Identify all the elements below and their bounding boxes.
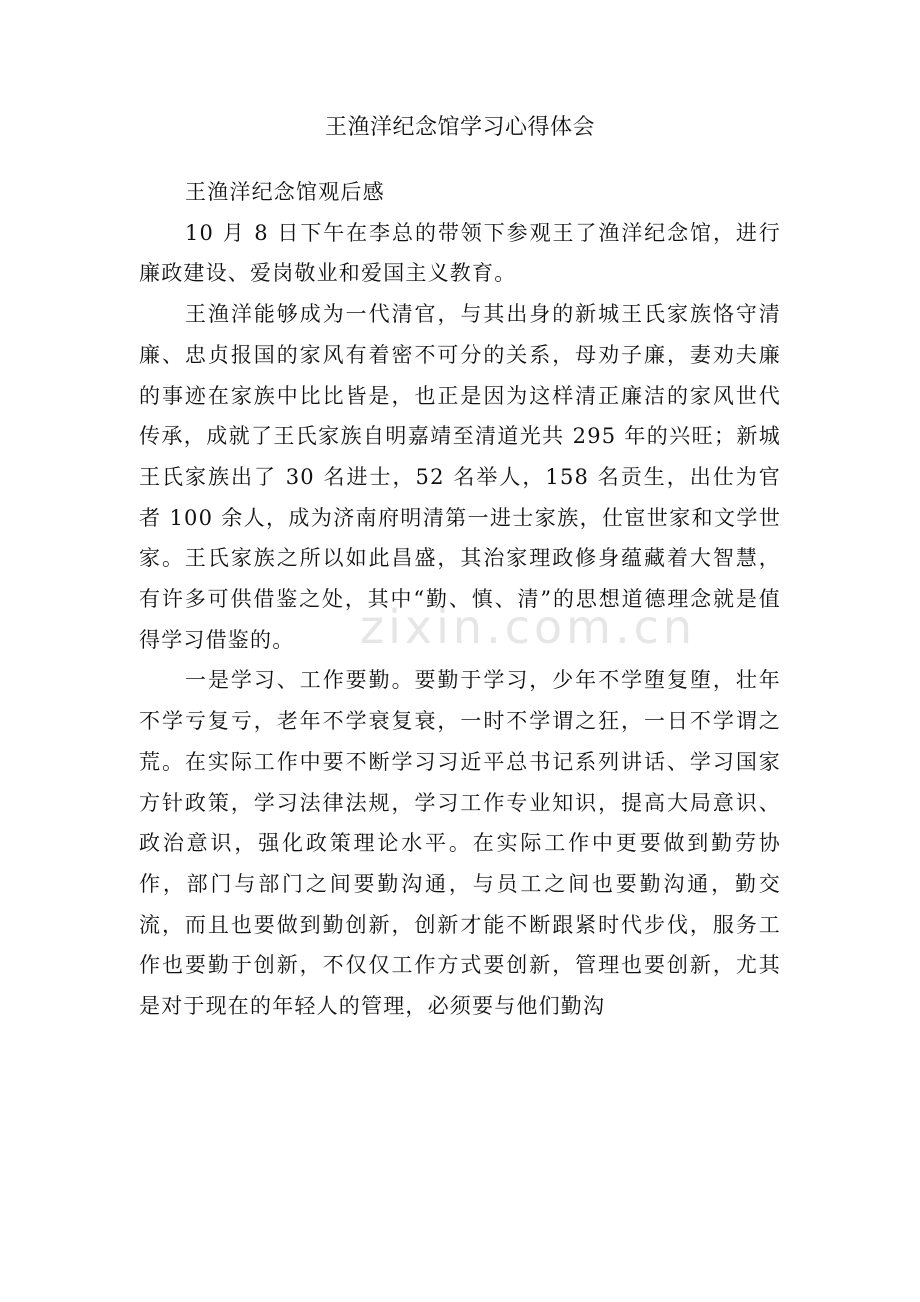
paragraph-family-history: 王渔洋能够成为一代清官，与其出身的新城王氏家族恪守清廉、忠贞报国的家风有着密不可分的关系，母劝子廉，妻劝夫廉的事迹在家族中比比皆是，也正是因为这样清正廉洁的家风世代传承，成就了王氏家族自明嘉靖至清道光共 295 年的兴旺；新城王氏家族出了 30 名进士，52 名举人，158 名贡生，出仕为官者 100 余人，成为济南府明清第一进士家族，仕宦世家和文学世家。王氏家族之所以如此昌盛，其治家理政修身蕴藏着大智慧，有许多可供借鉴之处，其中“勤、慎、清”的思想道德理念就是值得学习借鉴的。 [139, 302, 781, 652]
watermark: zixin.com.cn [360, 600, 697, 654]
paragraph-subtitle: 王渔洋纪念馆观后感 [185, 180, 385, 204]
paragraph-diligence: 一是学习、工作要勤。要勤于学习，少年不学堕复堕，壮年不学亏复亏，老年不学衰复衰，一时不学谓之狂，一日不学谓之荒。在实际工作中要不断学习习近平总书记系列讲话、学习国家方针政策，学习法律法规，学习工作专业知识，提高大局意识、政治意识，强化政策理论水平。在实际工作中更要做到勤劳协作，部门与部门之间要勤沟通，与员工之间也要勤沟通，勤交流，而且也要做到勤创新，创新才能不断跟紧时代步伐，服务工作也要勤于创新，不仅仅工作方式要创新，管理也要创新，尤其是对于现在的年轻人的管理，必须要与他们勤沟 [139, 668, 781, 1019]
document-title: 王渔洋纪念馆学习心得体会 [324, 115, 595, 140]
paragraph-visit: 10 月 8 日下午在李总的带领下参观王了渔洋纪念馆，进行廉政建设、爱岗敬业和爱国主义教育。 [139, 220, 781, 286]
document-body [139, 172, 781, 1027]
